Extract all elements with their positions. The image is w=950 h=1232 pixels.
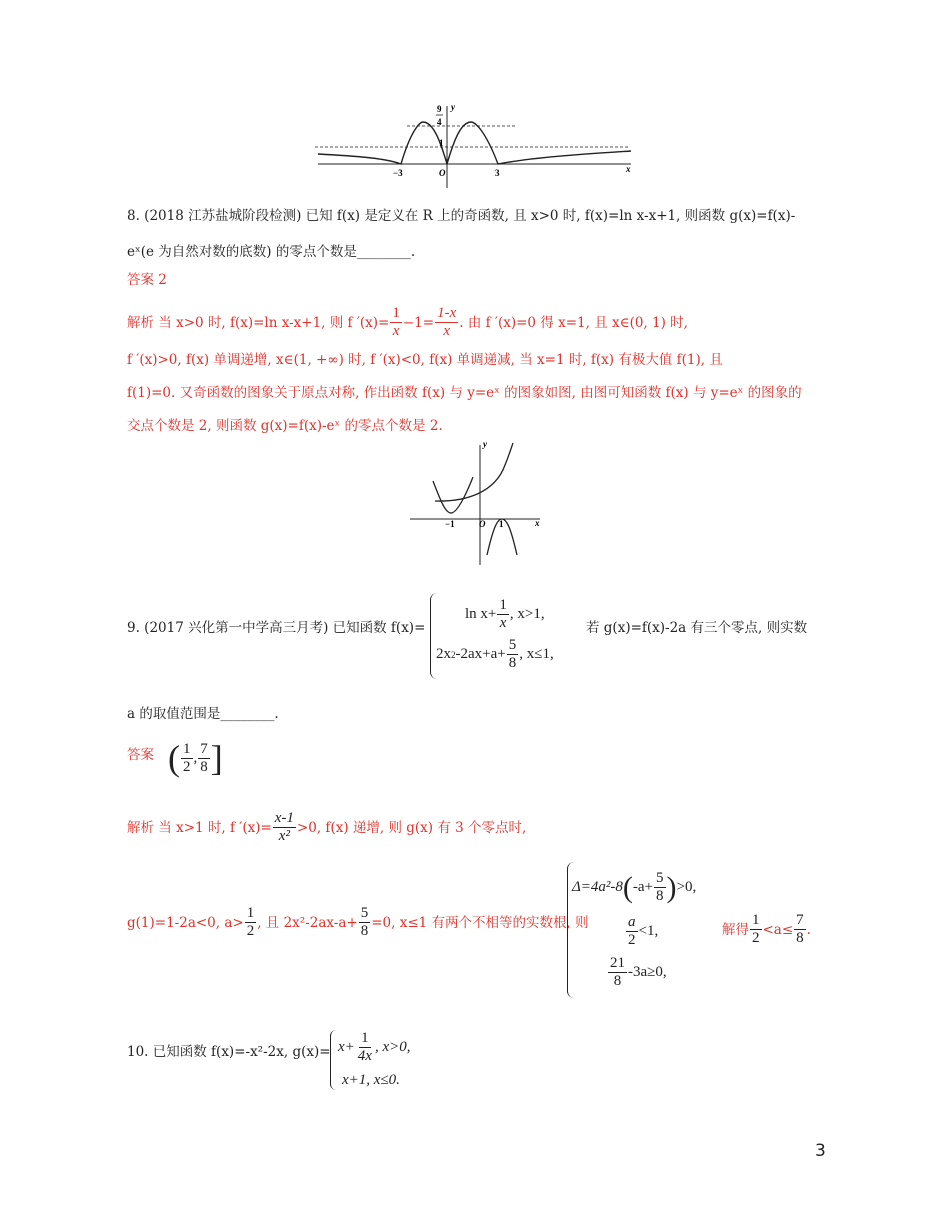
p9-answer-interval: ( $\frac{1}{2}$ , $\frac{7}{8}$ ] [168, 738, 223, 778]
p8-solution-line3: f(1)=0. 又奇函数的图象关于原点对称, 作出函数 f(x) 与 y=eˣ 的图象如图, 由图可知函数 f(x) 与 y=eˣ 的图象的 [127, 385, 802, 401]
p10-question-prefix: 10. 已知函数 f(x)=-x²-2x, g(x)= [127, 1044, 331, 1060]
p9-system-line3: $\frac{21}{8}$ -3a≥0, [610, 955, 667, 989]
fraction-1-over-x: $\frac{1}{x}$ [392, 305, 400, 339]
p8-solution-line1: 解析 当 x>0 时, f(x)=ln x-x+1, 则 f ′(x)= $\frac{1}{x}$ −1= $\frac{1-x}{x}$ . 由 f ′(x)=0 得 x=1, 且 x∈(0, 1) 时, [127, 305, 688, 339]
y-tick-9: 9 [437, 104, 442, 114]
p9-system-line1: Δ=4a²-8 ( -a+ $\frac{5}{8}$ ) >0, [572, 870, 697, 904]
y-axis-label: y [451, 102, 455, 112]
p8-solution-line4: 交点个数是 2, 则函数 g(x)=f(x)-eˣ 的零点个数是 2. [127, 418, 443, 434]
origin-label: O [479, 519, 486, 529]
x-tick-1: 1 [499, 519, 504, 529]
p9-case2: 2x 2 -2ax+a+ $\frac{5}{8}$ , x≤1, [436, 637, 554, 671]
x-axis-label: x [535, 518, 540, 528]
p8-question-line2: eˣ(e 为自然对数的底数) 的零点个数是________. [127, 244, 416, 260]
p9-question-prefix: 9. (2017 兴化第一中学高三月考) 已知函数 f(x)= [127, 620, 426, 636]
y-axis-label: y [483, 439, 487, 449]
p9-result: 解得 $\frac{1}{2}$ <a≤ $\frac{7}{8}$ . [722, 912, 811, 946]
x-tick-neg3: −3 [393, 168, 403, 178]
y-tick-4: 4 [437, 117, 442, 127]
p8-question-line1: 8. (2018 江苏盐城阶段检测) 已知 f(x) 是定义在 R 上的奇函数, 且 x>0 时, f(x)=ln x-x+1, 则函数 g(x)=f(x)- [127, 208, 796, 224]
fraction-1-x-over-x: $\frac{1-x}{x}$ [437, 305, 457, 339]
p10-case2: x+1, x≤0. [342, 1072, 400, 1088]
y-tick-1: 1 [439, 138, 444, 148]
p10-case1: x+ $\frac{1}{4x}$ , x>0, [338, 1030, 411, 1064]
graph-figure-2 [405, 437, 545, 567]
p9-question-suffix: 若 g(x)=f(x)-2a 有三个零点, 则实数 [586, 620, 808, 636]
p9-solution-line2: g(1)=1-2a<0, a> $\frac{1}{2}$ , 且 2x²-2ax-a+ $\frac{5}{8}$ =0, x≤1 有两个不相等的实数根, 则 [127, 905, 589, 939]
p9-case1: ln x+ $\frac{1}{x}$ , x>1, [465, 597, 545, 631]
p10-brace [330, 1030, 336, 1090]
x-tick-3: 3 [495, 168, 500, 178]
page-number: 3 [815, 1141, 826, 1161]
x-tick-neg1: −1 [445, 519, 455, 529]
p9-solution-line1: 解析 当 x>1 时, f ′(x)= $\frac{x-1}{\text{x²}}$ >0, f(x) 递增, 则 g(x) 有 3 个零点时, [127, 810, 527, 844]
p9-answer-label: 答案 [127, 747, 154, 763]
p8-solution-line2: f ′(x)>0, f(x) 单调递增, x∈(1, +∞) 时, f ′(x)<0, f(x) 单调递减, 当 x=1 时, f(x) 有极大值 f(1), 且 [127, 352, 723, 368]
origin-label: O [439, 168, 446, 178]
graph-figure-1 [315, 100, 635, 190]
p9-system-line2: $\frac{a}{2}$ <1, [628, 914, 659, 948]
p8-answer: 答案 2 [127, 272, 167, 288]
x-axis-label: x [626, 164, 631, 174]
p9-question-line2: a 的取值范围是________. [127, 706, 279, 722]
